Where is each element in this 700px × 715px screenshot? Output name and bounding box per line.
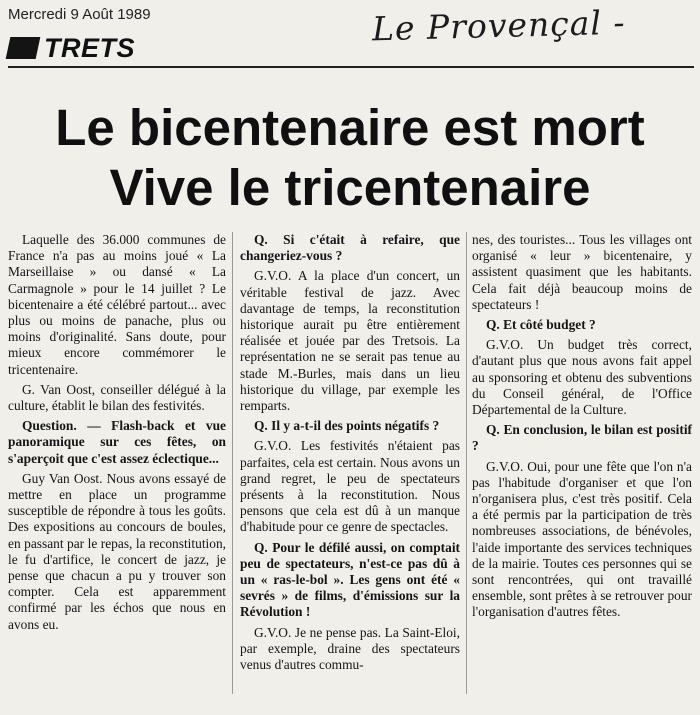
section-name: TRETS: [44, 32, 136, 63]
publication-date: Mercredi 9 Août 1989: [8, 6, 151, 23]
article-column-2: [240, 232, 460, 677]
interview-answer-continued: nes, des touristes... Tous les villages ont organisé « leur » bicentenaire, y assistent quasiment que les habitants. Cela fait déjà beaucoup moins de spectateurs !: [472, 232, 692, 312]
newspaper-name-handwritten: Le Provençal -: [371, 2, 627, 49]
interview-question: Q. Il y a-t-il des points négatifs ?: [254, 418, 440, 434]
interview-answer: Guy Van Oost. Nous avons essayé de mettre en place un programme susceptible de répondre à tous les goûts. Des expositions au concours de boules, en passant par le repas, la reconstitution, le fu d'artifice, le concert de jazz, je pense que chacun a pu y trouver son compter. Cela est apparemment confirmé par les échos que nous en avons eu.: [8, 470, 226, 632]
interview-question: Q. En conclusion, le bilan est positif ?: [472, 422, 692, 454]
section-marker-icon: [6, 37, 41, 59]
interview-question: Question. — Flash-back et vue panoramique sur ces fêtes, on s'aperçoit que c'est assez éclectique...: [8, 418, 226, 466]
section-header: [8, 33, 135, 63]
interview-answer: G.V.O. Oui, pour une fête que l'on n'a pas l'habitude d'organiser et que l'on n'organisera plus, c'est très positif. Cela a été permis par la participation de très nombreuses associations, de bénévoles, l'aide importante des services techniques de la mairie. Toutes ces personnes qui se sont rencontrées, qui ont travaillé ensemble, sont prêtes à se retrouver pour l'organisation d'autres fêtes.: [472, 458, 692, 620]
interview-answer: G.V.O. A la place d'un concert, un véritable festival de jazz. Avec davantage de temps, la reconstitution historique aurait pu être entièrement réalisée et jouée par des Tretsois. La représentation ne se serait pas tenue au stade M.-Burles, mais dans un lieu historique du village, par exemple les remparts.: [240, 268, 460, 414]
header-rule: [8, 66, 694, 68]
column-divider: [466, 232, 467, 694]
headline-line-1: Le bicentenaire est mort: [55, 99, 645, 156]
intro-paragraph: G. Van Oost, conseiller délégué à la culture, établit le bilan des festivités.: [8, 381, 226, 414]
interview-question: Q. Si c'était à refaire, que changeriez-vous ?: [240, 232, 460, 264]
interview-question: Q. Pour le défilé aussi, on comptait peu de spectateurs, n'est-ce pas dû à un « ras-le-bol ». Les gens ont été « sevrés » de films, d'émissions sur la Révolution !: [240, 539, 460, 620]
interview-answer: G.V.O. Les festivités n'étaient pas parfaites, cela est certain. Nous avons un grand regret, le peu de spectateurs présents à la reconstitution. Nous pensons que cela est dû à un manque d'habitude pour ce genre de spectacles.: [240, 438, 460, 535]
article-column-3: [472, 232, 692, 625]
interview-question: Q. Et côté budget ?: [486, 317, 596, 333]
headline-line-2: Vive le tricentenaire: [109, 159, 591, 216]
column-divider: [232, 232, 233, 694]
interview-answer: G.V.O. Un budget très correct, d'autant plus que nous avons fait appel au sponsoring et obtenu des subventions du Conseil général, de l'Office Départemental de la Culture.: [472, 337, 692, 418]
interview-answer: G.V.O. Je ne pense pas. La Saint-Eloi, par exemple, draine des spectateurs venus d'autres commu-: [240, 624, 460, 673]
article-column-1: [8, 232, 226, 637]
intro-paragraph: Laquelle des 36.000 communes de France n'a pas au moins joué « La Marseillaise » ou dansé « La Carmagnole » pour le 14 juillet ? Le bicentenaire a été célébré partout... avec plus ou moins de panache, plus ou moins d'originalité. Sans doute, pour mieux encore commémorer le tricentenaire.: [8, 232, 226, 377]
